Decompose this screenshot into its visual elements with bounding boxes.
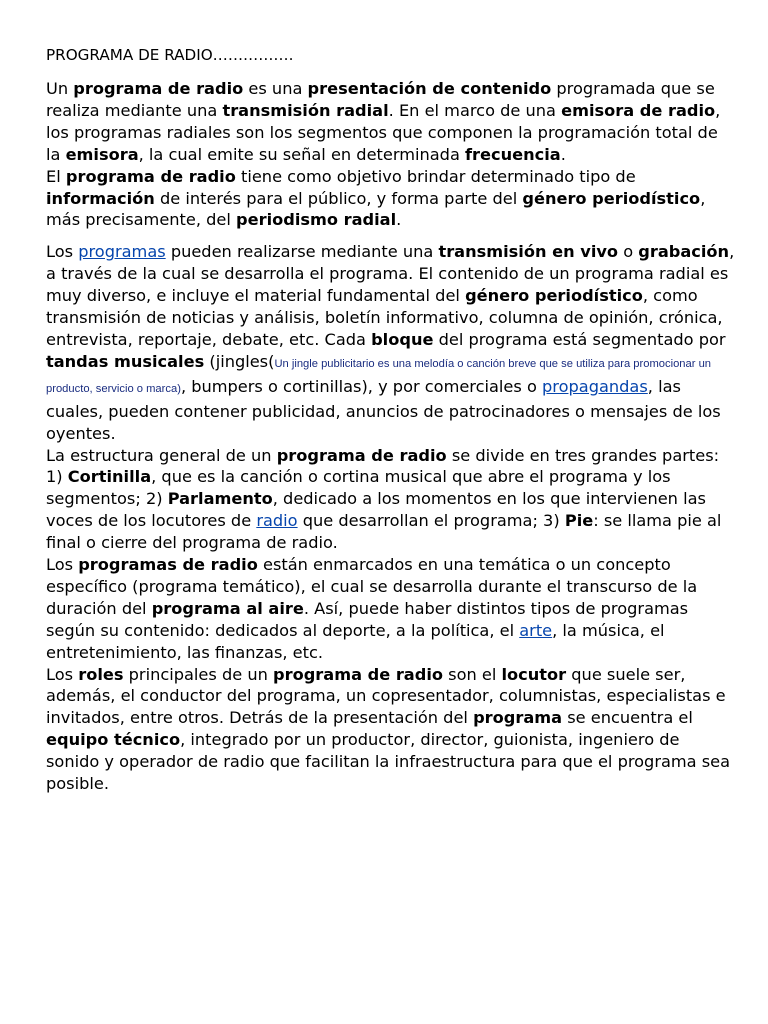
text-run: pueden realizarse mediante una xyxy=(165,242,439,262)
bold-term: roles xyxy=(78,664,124,684)
text-run: , la cual emite su señal en determinada xyxy=(138,144,466,164)
text-run: , a través de la cual se desarrolla el programa. El contenido de un programa radial es muy diverso, e incluye el material fundamental del xyxy=(46,242,735,306)
text-run: (jingles( xyxy=(204,351,275,371)
text-run: se divide en tres grandes partes: 1) xyxy=(46,445,720,487)
text-run: . En el marco de una xyxy=(388,100,562,120)
text-run: principales de un xyxy=(123,664,274,684)
text-run: , como transmisión de noticias y análisis, boletín informativo, columna de opinión, crónica, entrevista, reportaje, debate, etc. Cada xyxy=(46,286,723,349)
paragraph-1 xyxy=(46,78,736,166)
text-run: es una xyxy=(243,79,308,98)
text-run: Un xyxy=(46,79,74,98)
bold-term: bloque xyxy=(371,329,434,349)
link-programas[interactable]: programas xyxy=(78,242,166,262)
text-run: están enmarcados en una temática o un concepto específico (programa temático), el cual se desarrolla durante el transcurso de la duración del xyxy=(46,555,698,618)
text-run: , la música, el entretenimiento, las finanzas, etc. xyxy=(46,620,665,662)
text-run: se encuentra el xyxy=(562,708,693,728)
text-run: . Así, puede haber distintos tipos de programas según su contenido: dedicados al deporte, a la política, el xyxy=(46,598,689,640)
text-run: El xyxy=(46,166,66,186)
text-run: o xyxy=(618,242,639,262)
text-run: programada que se realiza mediante una xyxy=(46,79,715,120)
bold-term: periodismo radial xyxy=(236,210,397,230)
text-run: , las cuales, pueden contener publicidad, anuncios de patrocinadores o mensajes de los oyentes. xyxy=(46,376,721,443)
bold-term: programa de radio xyxy=(73,79,244,98)
link-propagandas[interactable]: propagandas xyxy=(542,376,648,396)
text-run: La estructura general de un xyxy=(46,445,277,465)
bold-term: género periodístico xyxy=(522,188,701,208)
bold-term: programas de radio xyxy=(78,555,258,575)
text-run: , los programas radiales son los segmentos que componen la programación total de la xyxy=(46,100,721,164)
bold-term: transmisión radial xyxy=(222,100,389,120)
link-arte[interactable]: arte xyxy=(519,620,553,640)
text-run: son el xyxy=(443,664,502,684)
bold-term: Parlamento xyxy=(167,489,273,509)
bold-term: locutor xyxy=(501,664,567,684)
bold-term: transmisión en vivo xyxy=(438,242,619,262)
text-run: de interés para el público, y forma parte del xyxy=(154,188,523,208)
bold-term: programa de radio xyxy=(273,664,443,684)
bold-term: Pie xyxy=(564,511,594,531)
text-run: , bumpers o cortinillas), y por comerciales o xyxy=(180,376,543,396)
text-run: , integrado por un productor, director, guionista, ingeniero de sonido y operador de radio que facilitan la infraestructura para que el programa sea posible. xyxy=(46,730,731,794)
text-run: , que es la canción o cortina musical que abre el programa y los segmentos; 2) xyxy=(46,467,671,509)
bold-term: equipo técnico xyxy=(46,730,181,750)
paragraph-2 xyxy=(46,166,736,232)
bold-term: programa de radio xyxy=(65,166,236,186)
text-run: Los xyxy=(46,555,79,575)
bold-term: programa xyxy=(473,708,563,728)
bold-term: programa de radio xyxy=(276,445,447,465)
text-run: : se llama pie al final o cierre del programa de radio. xyxy=(46,511,722,553)
jingle-definition-note: Un jingle publicitario es una melodía o canción breve que se utiliza para promocionar un producto, servicio o marca) xyxy=(46,357,712,395)
paragraph-6 xyxy=(46,664,736,795)
link-radio[interactable]: radio xyxy=(256,511,298,531)
bold-term: programa al aire xyxy=(151,598,304,618)
text-run: , dedicado a los momentos en los que intervienen las voces de los locutores de xyxy=(46,489,706,531)
text-run: tiene como objetivo brindar determinado tipo de xyxy=(235,166,636,186)
bold-term: Cortinilla xyxy=(67,467,152,487)
paragraph-4 xyxy=(46,445,736,555)
text-run: del programa está segmentado por xyxy=(433,329,726,349)
text-run: Los xyxy=(46,242,79,262)
bold-term: tandas musicales xyxy=(46,351,205,371)
text-run: . xyxy=(396,210,402,230)
bold-term: presentación de contenido xyxy=(307,79,552,98)
bold-term: frecuencia xyxy=(465,144,561,164)
text-run: Los xyxy=(46,664,79,684)
document-page xyxy=(46,44,736,795)
text-run: . xyxy=(560,144,566,164)
document-title: PROGRAMA DE RADIO……………. xyxy=(46,46,294,64)
bold-term: información xyxy=(46,188,155,208)
paragraph-5 xyxy=(46,554,736,664)
bold-term: emisora xyxy=(65,144,139,164)
bold-term: emisora de radio xyxy=(561,100,716,120)
bold-term: género periodístico xyxy=(465,286,643,306)
text-run: que desarrollan el programa; 3) xyxy=(297,511,565,531)
text-run: , más precisamente, del xyxy=(46,188,706,230)
text-run: que suele ser, además, el conductor del programa, un copresentador, columnistas, especialistas e invitados, entre otros. Detrás de la presentación del xyxy=(46,664,726,728)
paragraph-3 xyxy=(46,241,736,444)
bold-term: grabación xyxy=(638,242,730,262)
